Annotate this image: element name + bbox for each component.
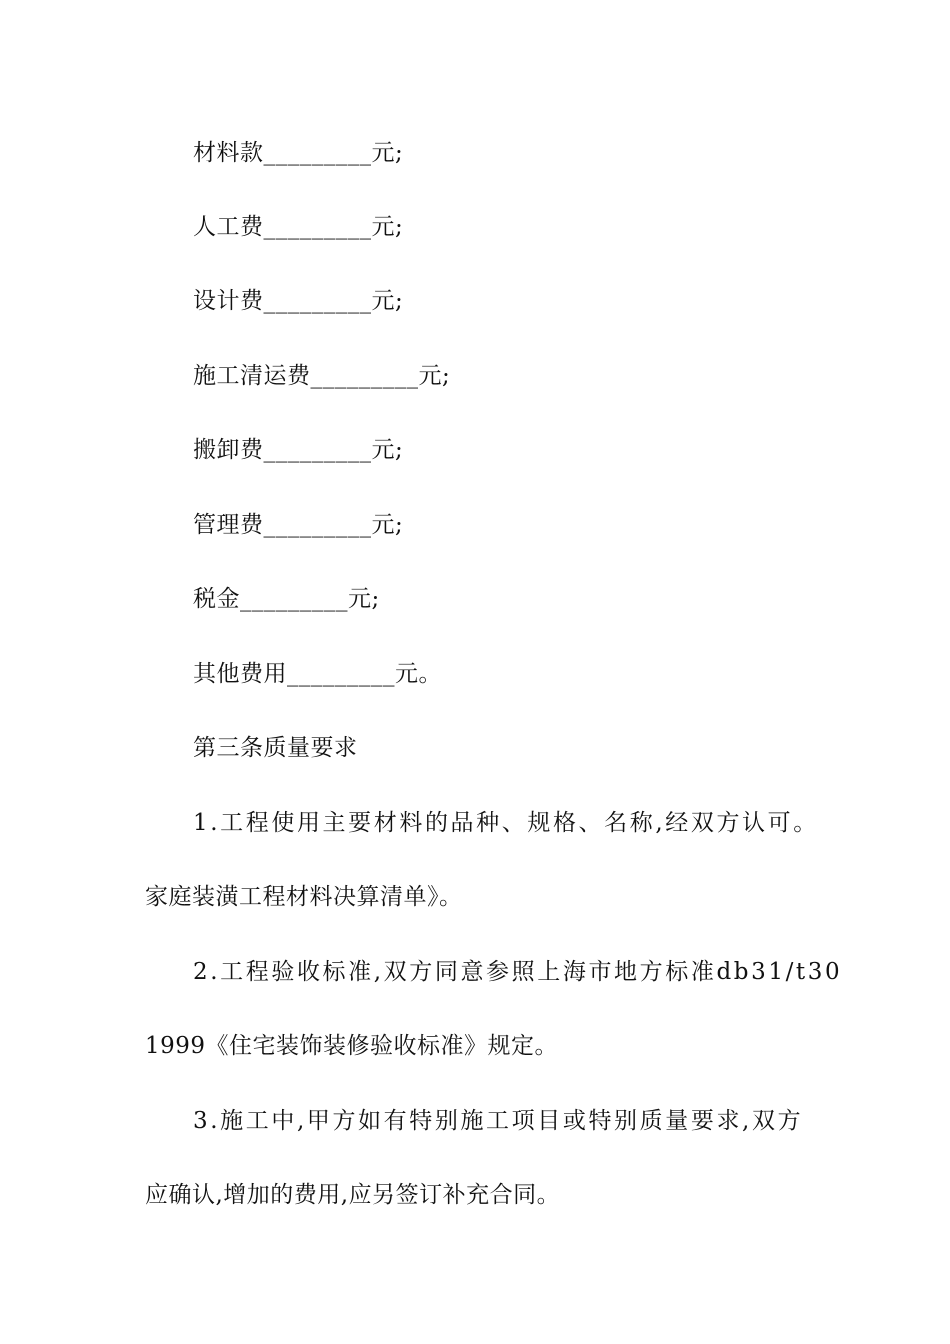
clause-3-line-2: 应确认,增加的费用,应另签订补充合同。 xyxy=(145,1182,561,1208)
fee-line-management: 管理费_________元; xyxy=(193,512,404,538)
fee-line-materials: 材料款_________元; xyxy=(193,140,404,166)
fee-line-other: 其他费用_________元。 xyxy=(193,661,442,687)
fee-line-labor: 人工费_________元; xyxy=(193,214,404,240)
clause-2-line-1: 2.工程验收标准,双方同意参照上海市地方标准db31/t30 xyxy=(193,959,843,985)
fee-line-tax: 税金_________元; xyxy=(193,586,380,612)
fee-line-design: 设计费_________元; xyxy=(193,288,404,314)
clause-1-line-1: 1.工程使用主要材料的品种、规格、名称,经双方认可。 xyxy=(193,810,819,836)
clause-3-line-1: 3.施工中,甲方如有特别施工项目或特别质量要求,双方 xyxy=(193,1108,804,1134)
section-heading-quality: 第三条质量要求 xyxy=(193,735,358,761)
clause-1-line-2: 家庭装潢工程材料决算清单》。 xyxy=(145,884,463,910)
fee-line-cleanup: 施工清运费_________元; xyxy=(193,363,451,389)
fee-line-moving: 搬卸费_________元; xyxy=(193,437,404,463)
clause-2-line-2: 1999《住宅装饰装修验收标准》规定。 xyxy=(145,1033,559,1059)
